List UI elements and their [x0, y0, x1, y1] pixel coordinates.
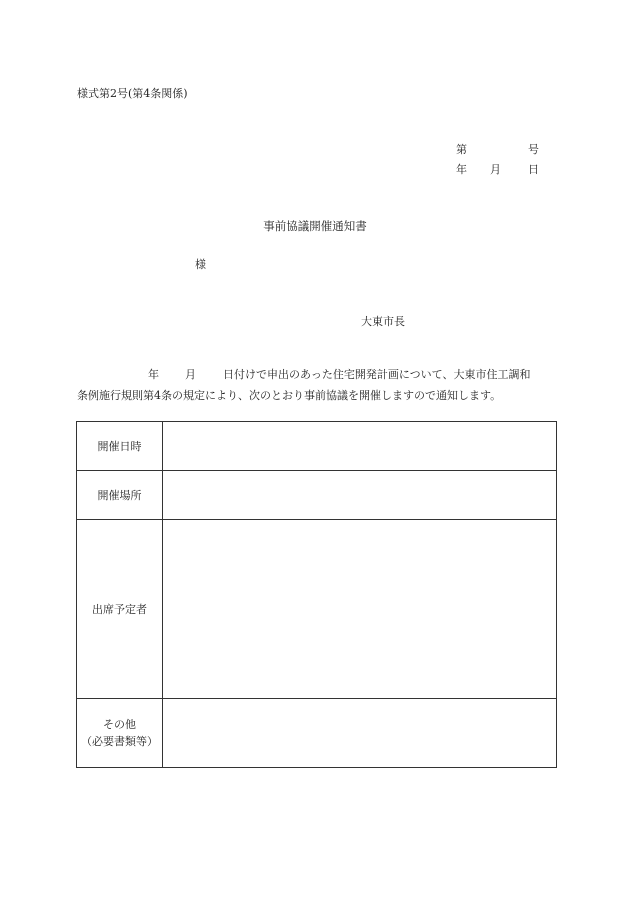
document-number-suffix: 号	[528, 143, 539, 156]
other-label	[77, 699, 163, 768]
attendees-label: 出席予定者	[77, 520, 163, 699]
date-day-label: 日	[528, 163, 539, 176]
meeting-datetime-label: 開催日時	[77, 422, 163, 471]
body-month-label: 月	[185, 368, 196, 381]
meeting-info-table	[76, 421, 557, 768]
issuer-name: 大東市長	[361, 315, 405, 328]
form-number: 様式第2号(第4条関係)	[77, 87, 188, 100]
date-year-label: 年	[456, 163, 467, 176]
other-label-line-1: その他	[103, 718, 136, 731]
addressee-suffix: 様	[195, 258, 206, 271]
attendees-value[interactable]	[163, 520, 557, 699]
table-row	[77, 422, 557, 471]
document-title: 事前協議開催通知書	[263, 219, 367, 233]
table-row	[77, 699, 557, 768]
other-label-line-2: （必要書類等）	[81, 735, 158, 748]
meeting-place-value[interactable]	[163, 471, 557, 520]
meeting-place-label: 開催場所	[77, 471, 163, 520]
body-line-1-text: 日付けで申出のあった住宅開発計画について、大東市住工調和	[223, 368, 531, 381]
table-row	[77, 520, 557, 699]
body-line-1	[77, 366, 530, 382]
document-number-prefix: 第	[456, 143, 467, 156]
other-value[interactable]	[163, 699, 557, 768]
body-year-label: 年	[148, 368, 159, 381]
date-month-label: 月	[490, 163, 501, 176]
body-line-2: 条例施行規則第4条の規定により、次のとおり事前協議を開催しますので通知します。	[77, 389, 502, 402]
table-row	[77, 471, 557, 520]
meeting-datetime-value[interactable]	[163, 422, 557, 471]
